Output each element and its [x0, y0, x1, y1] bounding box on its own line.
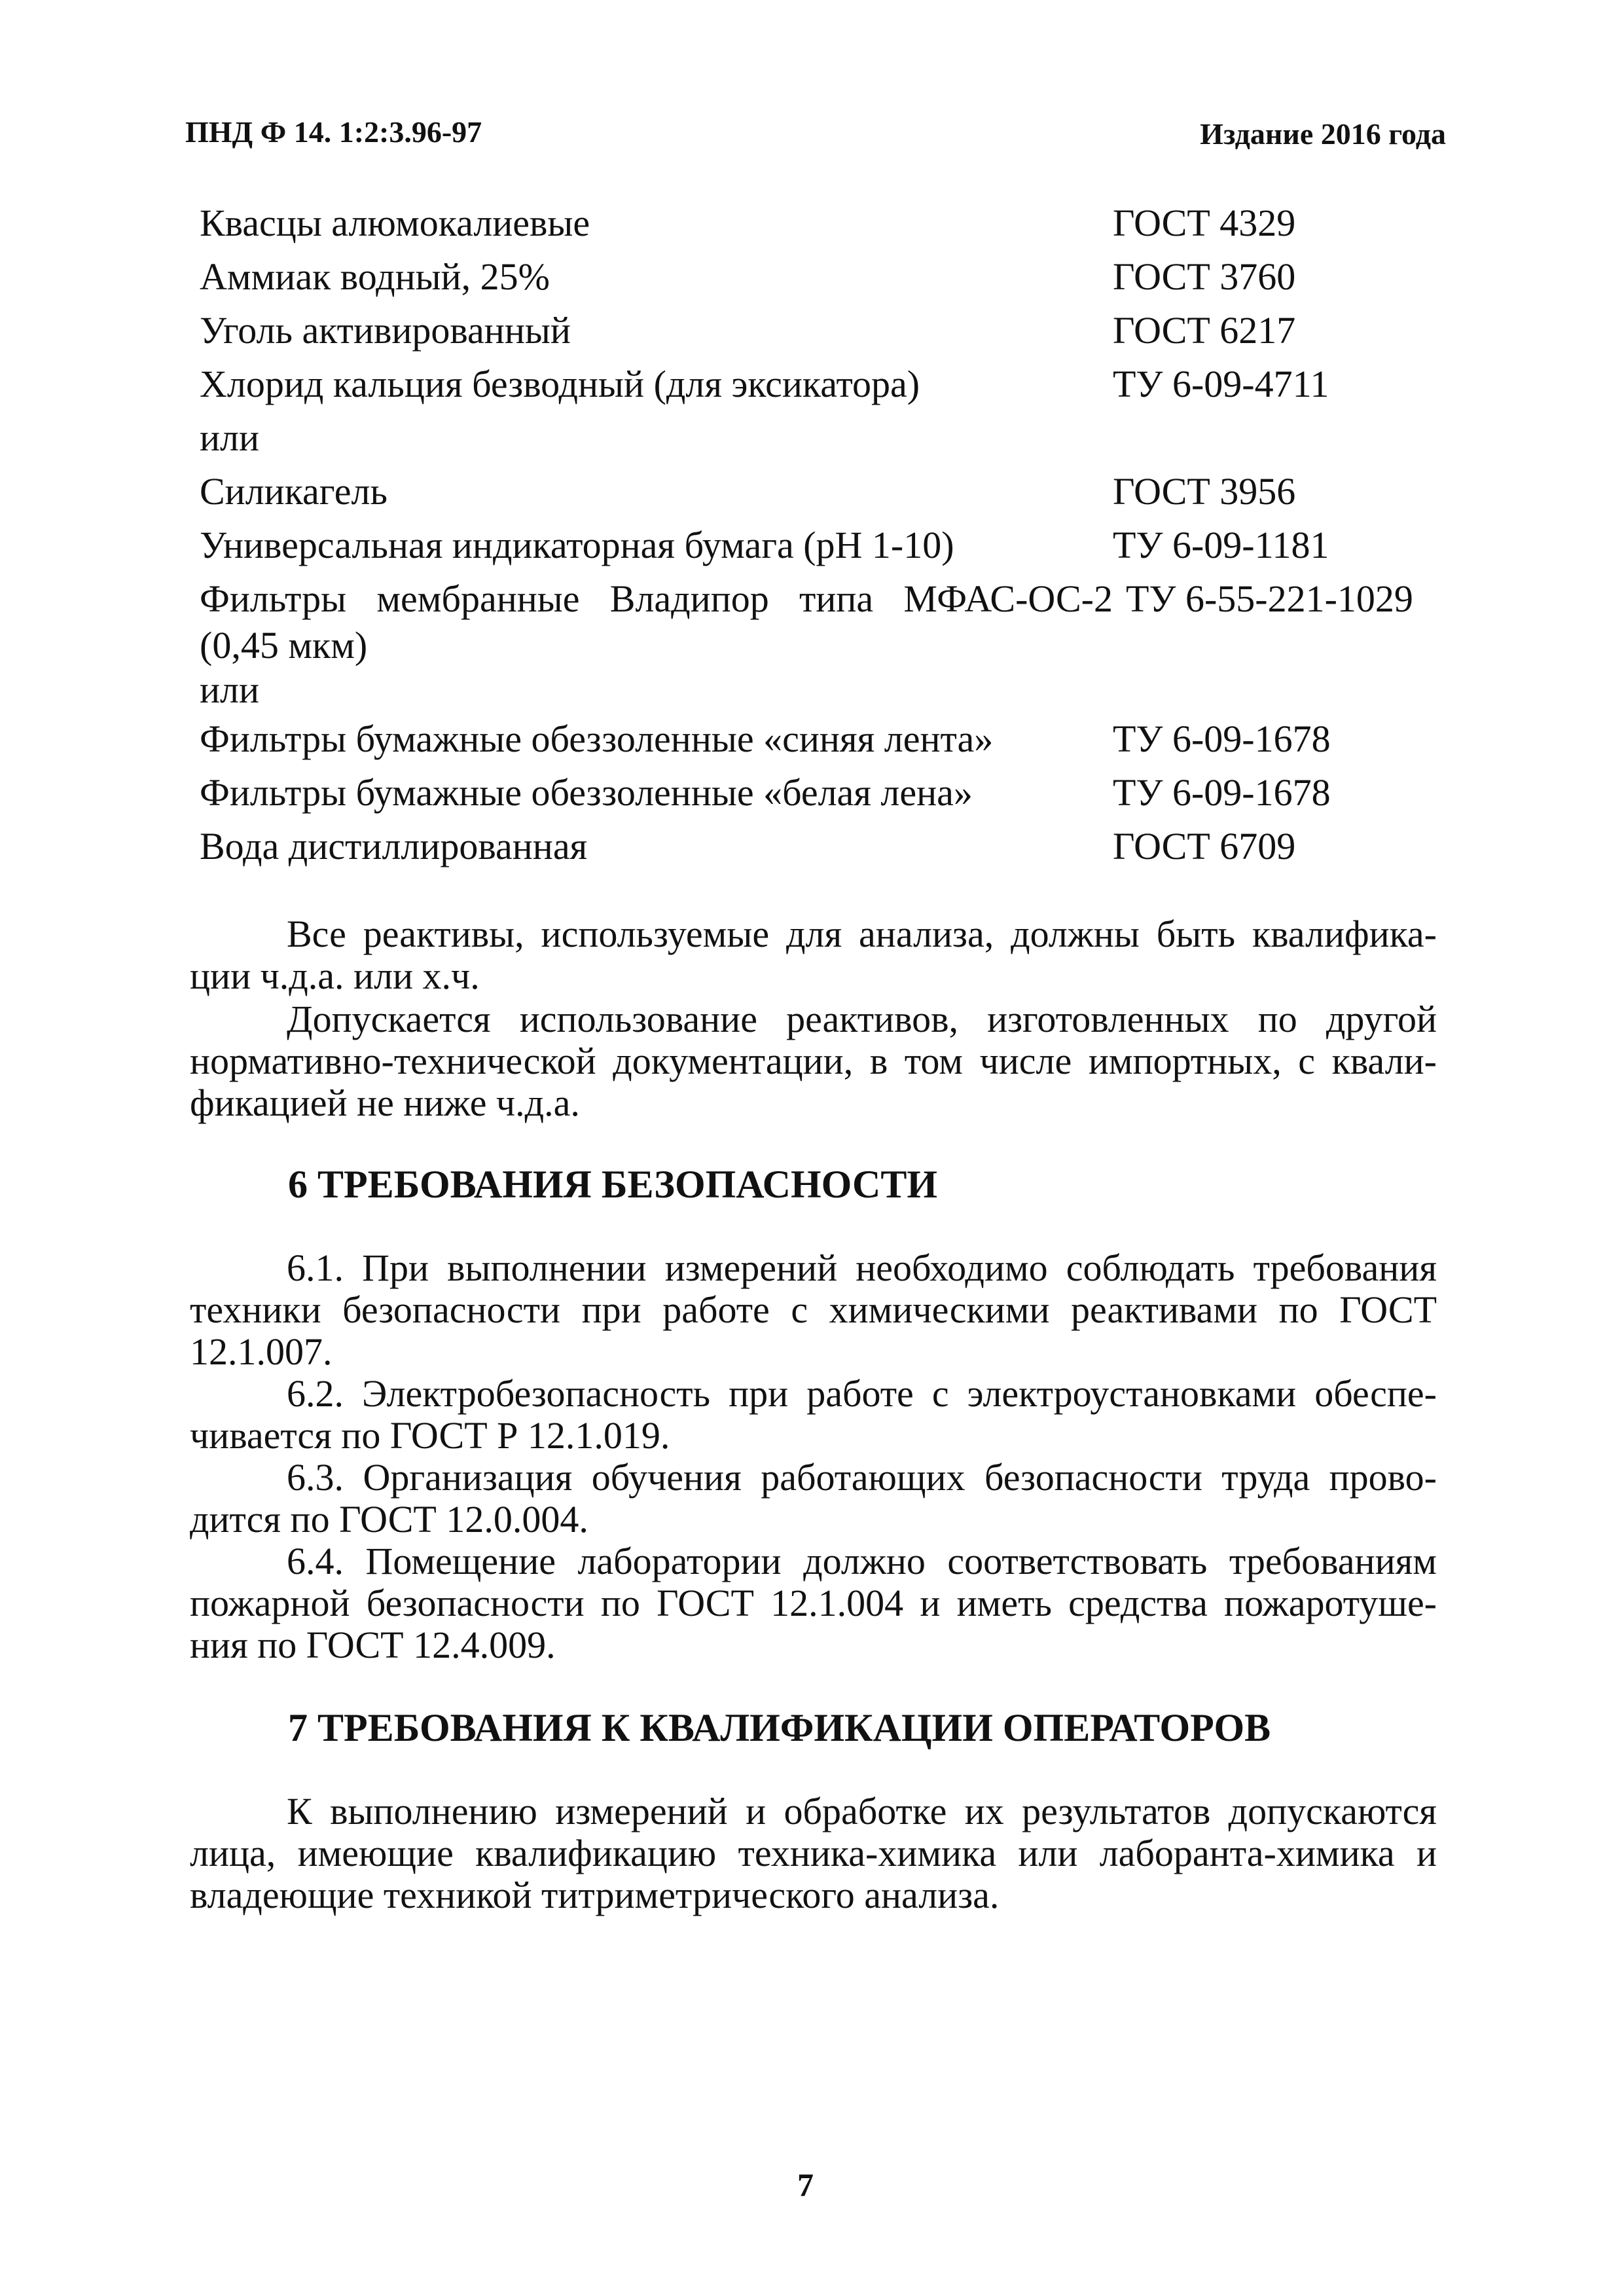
text-line: ции ч.д.а. или х.ч. — [190, 955, 480, 997]
reagent-row — [200, 766, 1443, 820]
reagent-name: Универсальная индикаторная бумага (рН 1-10) — [200, 524, 954, 566]
reagent-standard: ГОСТ 6217 — [1113, 309, 1296, 352]
text-line: Все реактивы, используемые для анализа, должны быть квалифика- — [287, 913, 1437, 955]
reagent-row — [200, 572, 1443, 626]
text-line: дится по ГОСТ 12.0.004. — [190, 1498, 588, 1540]
text-line: техники безопасности при работе с химическими реактивами по ГОСТ — [190, 1288, 1437, 1331]
reagent-row — [200, 411, 1443, 465]
safety-item-6-2 — [190, 1373, 1437, 1457]
reagent-standard: ГОСТ 4329 — [1113, 202, 1296, 244]
reagent-row — [200, 465, 1443, 519]
safety-item-6-1 — [190, 1247, 1437, 1373]
page-number: 7 — [797, 2166, 814, 2203]
alternative-reagents-note — [190, 998, 1437, 1124]
reagent-row — [200, 519, 1443, 572]
reagent-row — [200, 820, 1443, 873]
reagent-name: Аммиак водный, 25% — [200, 255, 550, 298]
reagents-list — [200, 196, 1443, 873]
reagent-standard: ГОСТ 6709 — [1113, 825, 1296, 867]
text-line: пожарной безопасности по ГОСТ 12.1.004 и иметь средства пожаротуше- — [190, 1582, 1437, 1624]
reagent-row — [200, 623, 1443, 668]
reagent-name: (0,45 мкм) — [200, 624, 368, 666]
reagent-row — [200, 196, 1443, 250]
reagent-name: Фильтры бумажные обеззоленные «синяя лента» — [200, 718, 994, 760]
reagent-name: Квасцы алюмокалиевые — [200, 202, 590, 244]
text-line: К выполнению измерений и обработке их результатов допускаются — [287, 1790, 1437, 1832]
reagent-name: Хлорид кальция безводный (для эксикатора) — [200, 363, 920, 405]
text-line: фикацией не ниже ч.д.а. — [190, 1082, 580, 1124]
reagent-standard — [1113, 411, 1443, 465]
text-line: Допускается использование реактивов, изготовленных по другой — [287, 998, 1437, 1040]
safety-item-6-3 — [190, 1457, 1437, 1540]
text-line: лица, имеющие квалификацию техника-химика или лаборанта-химика и — [190, 1832, 1437, 1874]
reagent-row — [200, 304, 1443, 357]
text-line: чивается по ГОСТ Р 12.1.019. — [190, 1414, 670, 1457]
reagent-standard: ТУ 6-55-221-1029 — [1126, 577, 1413, 620]
reagent-name: Силикагель — [200, 470, 388, 513]
reagent-standard: ТУ 6-09-4711 — [1113, 363, 1329, 405]
section-7-heading: 7 ТРЕБОВАНИЯ К КВАЛИФИКАЦИИ ОПЕРАТОРОВ — [288, 1706, 1271, 1749]
text-line: 6.1. При выполнении измерений необходимо соблюдать требования — [287, 1247, 1437, 1289]
reagent-row — [200, 357, 1443, 411]
reagent-row — [200, 712, 1443, 766]
section-6-heading: 6 ТРЕБОВАНИЯ БЕЗОПАСНОСТИ — [288, 1163, 938, 1206]
text-line: 12.1.007. — [190, 1330, 333, 1373]
reagent-name: Вода дистиллированная — [200, 825, 588, 867]
reagent-standard: ГОСТ 3956 — [1113, 470, 1296, 513]
text-line: 6.3. Организация обучения работающих безопасности труда прово- — [287, 1456, 1437, 1499]
reagent-name: Уголь активированный — [200, 309, 571, 352]
reagent-name: Фильтры бумажные обеззоленные «белая лена» — [200, 771, 973, 814]
reagent-standard: ТУ 6-09-1181 — [1113, 524, 1329, 566]
reagent-row — [200, 250, 1443, 304]
reagent-standard — [1113, 623, 1443, 668]
edition-label: Издание 2016 года — [1200, 117, 1446, 151]
reagent-name: Фильтры мембранные Владипор типа МФАС-ОС-2 — [200, 577, 1113, 620]
text-line: нормативно-технической документации, в том числе импортных, с квали- — [190, 1040, 1437, 1082]
reagent-qualification-note — [190, 913, 1437, 997]
text-line: 6.4. Помещение лаборатории должно соответствовать требованиям — [287, 1540, 1437, 1582]
text-line: ния по ГОСТ 12.4.009. — [190, 1624, 556, 1666]
reagent-standard — [1113, 668, 1443, 712]
reagent-row — [200, 668, 1443, 712]
operator-requirements — [190, 1791, 1437, 1916]
document-code: ПНД Ф 14. 1:2:3.96-97 — [185, 115, 482, 149]
reagent-standard: ТУ 6-09-1678 — [1113, 718, 1331, 760]
reagent-standard: ГОСТ 3760 — [1113, 255, 1296, 298]
reagent-standard: ТУ 6-09-1678 — [1113, 771, 1331, 814]
text-line: владеющие техникой титриметрического анализа. — [190, 1874, 1000, 1916]
text-line: 6.2. Электробезопасность при работе с электроустановками обеспе- — [287, 1372, 1437, 1415]
reagent-name: или — [200, 416, 260, 459]
safety-item-6-4 — [190, 1540, 1437, 1666]
reagent-name: или — [200, 668, 260, 711]
